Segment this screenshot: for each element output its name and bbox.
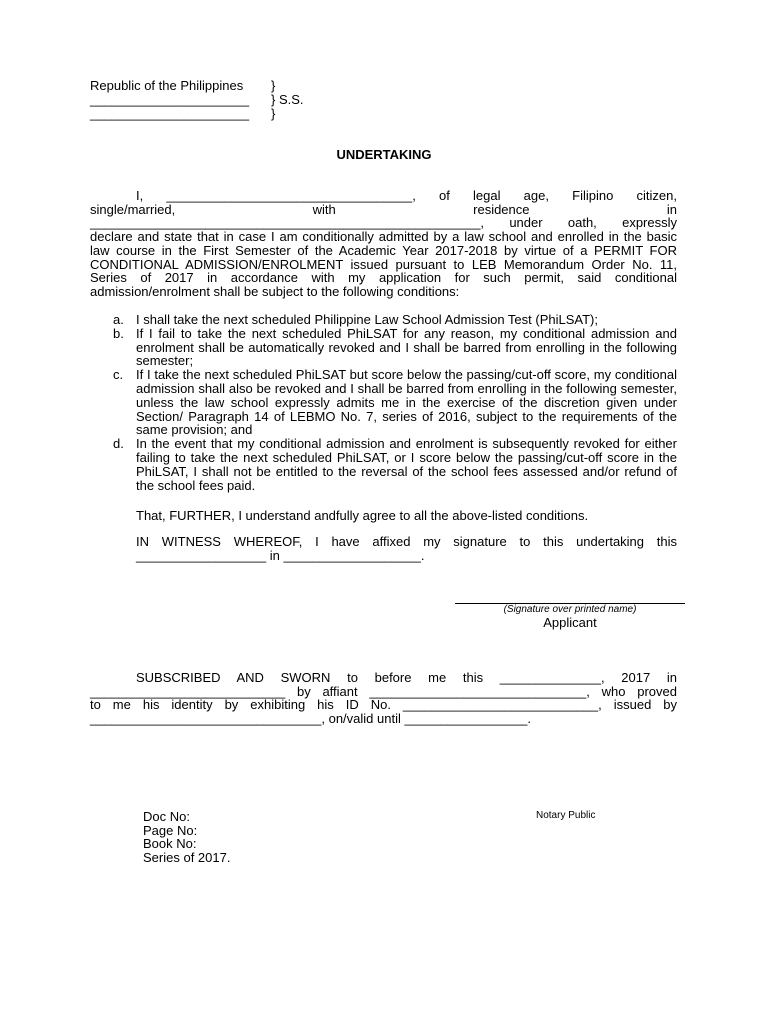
jurat-line: SUBSCRIBED AND SWORN to before me this ______________, 2017 in	[136, 670, 677, 685]
venue-brace: }	[271, 106, 276, 121]
witness-line: IN WITNESS WHEREOF, I have affixed my signature to this undertaking this	[136, 534, 677, 549]
intro-line: ______________________________________________________, under oath, expressly	[90, 215, 677, 231]
venue-blank-line: ______________________	[90, 106, 250, 121]
witness-line: __________________ in ___________________.	[136, 547, 425, 563]
jurat-line: ________________________________, on/valid until _________________.	[90, 711, 531, 727]
signature-caption: (Signature over printed name)	[503, 604, 637, 615]
venue-blank-line: ______________________	[90, 92, 250, 107]
document-title: UNDERTAKING	[336, 147, 432, 162]
intro-body: declare and state that in case I am conditionally admitted by a law school and enrolled in the basic law course in the First Semester of the Academic Year 2017-2018 by virtue of a PERMIT FOR CONDITIONAL ADMISSION/ENROLMENT issued pursuant to LEB Memorandum Order No. 11, Series of 2017 in accordance with my application for such permit, said conditional admission/enrolment shall be subject to the following conditions:	[90, 229, 677, 299]
list-item	[113, 437, 677, 492]
intro-paragraph	[90, 189, 677, 299]
intro-line: single/married, with residence in	[90, 201, 677, 217]
list-marker: d.	[113, 436, 124, 452]
jurat-line: ___________________________ by affiant ______________________________, who proved	[90, 683, 677, 699]
venue-ss: } S.S.	[271, 92, 304, 107]
further-paragraph: That, FURTHER, I understand andfully agree to all the above-listed conditions.	[136, 508, 589, 523]
doc-info-block	[143, 810, 230, 865]
list-marker: a.	[113, 312, 124, 327]
venue-brace: }	[271, 78, 276, 93]
list-item-text: I shall take the next scheduled Philippine Law School Admission Test (PhiLSAT);	[136, 312, 598, 327]
conditions-list	[113, 313, 677, 492]
list-item-text: If I take the next scheduled PhiLSAT but score below the passing/cut-off score, my conditional admission shall also be revoked and I shall be barred from enrolling in the following semester, unless the law school expressly admits me in the exercise of the discretion given under Section/ Paragraph 14 of LEBMO No. 7, series of 2016, subject to the requirements of the same provision; and	[136, 367, 677, 438]
witness-paragraph	[136, 535, 677, 562]
intro-line: I, __________________________________, of legal age, Filipino citizen,	[136, 188, 677, 203]
doc-info-line: Page No:	[143, 822, 198, 838]
doc-info-line: Doc No:	[143, 809, 190, 824]
jurat-paragraph	[90, 671, 677, 726]
venue-country: Republic of the Philippines	[90, 78, 244, 93]
list-item	[113, 313, 677, 327]
list-item	[113, 327, 677, 368]
signature-role: Applicant	[543, 615, 597, 630]
list-item-text: In the event that my conditional admission and enrolment is subsequently revoked for either failing to take the next scheduled PhiLSAT, or I score below the passing/cut-off score in the PhiLSAT, I shall not be entitled to the reversal of the school fees assessed and/or refund of the school fees paid.	[136, 436, 677, 493]
list-marker: c.	[113, 367, 124, 383]
list-item	[113, 368, 677, 437]
list-item-text: If I fail to take the next scheduled PhiLSAT for any reason, my conditional admission and enrolment shall be automatically revoked and I shall be barred from enrolling in the following semester;	[136, 325, 677, 369]
doc-info-line: Series of 2017.	[143, 850, 231, 866]
jurat-line: to me his identity by exhibiting his ID No. ___________________________, issued by	[90, 697, 677, 713]
list-marker: b.	[113, 325, 124, 341]
doc-info-line: Book No:	[143, 836, 197, 852]
notary-public-label: Notary Public	[536, 810, 596, 821]
